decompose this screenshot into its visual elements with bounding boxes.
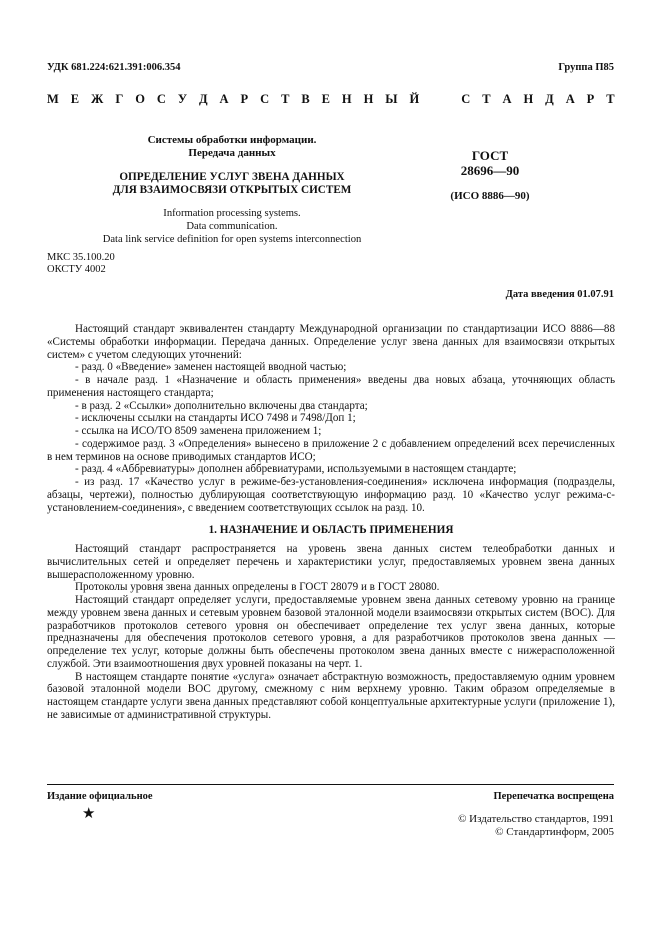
banner-letter: Д: [199, 92, 208, 106]
copyright-line-1: © Издательство стандартов, 1991: [458, 813, 614, 825]
title-block: [47, 134, 417, 246]
english-title-line-2: Data communication.: [186, 221, 278, 232]
banner-letter: Й: [409, 92, 420, 106]
banner-gap: [446, 92, 449, 107]
english-title-line-3: Data link service definition for open systems interconnection: [102, 234, 362, 245]
banner-letter: Г: [115, 92, 124, 106]
section-paragraph: В настоящем стандарте понятие «услуга» означает абстрактную возможность, предоставляемую одним уровнем базовой эталонной модели ВОС другому, смежному с ним верхнему уровню. Таким образом определяемые в настоящем стандарте услуги звена данных представляют собой концептуальные архитектурные услуги (приложение 1), не зависимые от административной структуры.: [47, 670, 615, 721]
intro-date-label: Дата введения: [505, 289, 575, 300]
series-line-2: Передача данных: [188, 147, 276, 159]
banner-letter: С: [156, 92, 166, 106]
star-icon: ★: [82, 806, 96, 822]
group-code: Группа П85: [558, 62, 614, 73]
section-1-paragraphs: [47, 543, 615, 722]
interstate-standard-banner: [47, 92, 615, 107]
document-body: [47, 323, 615, 722]
copyright-line-2: © Стандартинформ, 2005: [495, 826, 614, 838]
banner-letter: Ж: [91, 92, 104, 106]
section-1-heading: 1. НАЗНАЧЕНИЕ И ОБЛАСТЬ ПРИМЕНЕНИЯ: [208, 524, 454, 537]
intro-paragraphs: [47, 323, 615, 514]
reprint-prohibited-label: Перепечатка воспрещена: [493, 791, 614, 802]
section-paragraph: Протоколы уровня звена данных определены в ГОСТ 28079 и в ГОСТ 28080.: [75, 581, 440, 594]
banner-letter: Р: [240, 92, 249, 106]
intro-paragraph: - разд. 4 «Аббревиатуры» дополнен аббревиатурами, используемыми в настоящем стандарте;: [75, 463, 517, 476]
banner-letter: Т: [482, 92, 491, 106]
udc-code: УДК 681.224:621.391:006.354: [47, 62, 181, 73]
banner-letter: А: [219, 92, 229, 106]
banner-letter: А: [502, 92, 512, 106]
intro-paragraph: - разд. 0 «Введение» заменен настоящей вводной частью;: [75, 361, 347, 374]
section-paragraph: Настоящий стандарт определяет услуги, предоставляемые уровнем звена данных сетевому уровню на границе между уровнем звена данных и сетевым уровнем базовой эталонной модели взаимосвязи открытых систем (ВОС). Для разработчиков протоколов сетевого уровня он обеспечивает определение тех услуг звена данных, которые предназначены для обеспечения протоколов сетевого уровня, а для разработчиков протоколов звена данных — определение тех услуг, которые должны быть обеспечены протоколом звена данных вместе с нижерасположенной службой. Эти взаимоотношения двух уровней показаны на черт. 1.: [47, 594, 615, 670]
banner-letter: С: [260, 92, 270, 106]
intro-paragraph: - в разд. 2 «Ссылки» дополнительно включены два стандарта;: [75, 399, 368, 412]
banner-letter: Е: [70, 92, 80, 106]
introduction-date: [506, 289, 614, 300]
designation-block: [430, 148, 550, 202]
gost-number: 28696—90: [460, 163, 520, 178]
okstu-code: ОКСТУ 4002: [47, 264, 106, 275]
english-title-line-1: Information processing systems.: [163, 208, 301, 219]
banner-letter: Т: [606, 92, 615, 106]
series-line-1: Системы обработки информации.: [147, 134, 317, 146]
banner-letter: Н: [363, 92, 374, 106]
banner-gap: [431, 92, 434, 107]
classification-codes: [47, 252, 115, 276]
main-title-line-1: ОПРЕДЕЛЕНИЕ УСЛУГ ЗВЕНА ДАННЫХ: [119, 171, 345, 183]
section-paragraph: Настоящий стандарт распространяется на уровень звена данных систем телеобработки данных и вычислительных сетей и определяет перечень и характеристики услуг, предоставляемых уровнем звена данных вышерасположенному уровню.: [47, 543, 615, 581]
banner-letter: Н: [523, 92, 534, 106]
intro-paragraph: - исключены ссылки на стандарты ИСО 7498 и 7498/Доп 1;: [75, 412, 356, 425]
banner-letter: Д: [545, 92, 554, 106]
mks-code: МКС 35.100.20: [47, 252, 115, 263]
intro-paragraph: - содержимое разд. 3 «Определения» вынесено в приложение 2 с добавлением определений всех перечисленных в нем терминов на основе приводимых стандартов ИСО;: [47, 437, 615, 463]
intro-paragraph: Настоящий стандарт эквивалентен стандарту Международной организации по стандартизации ИСО 8886—88 «Системы обработки информации. Передача данных. Определение услуг звена данных для взаимосвязи открытых систем» с учетом следующих уточнений:: [47, 323, 615, 361]
banner-letter: Р: [586, 92, 595, 106]
banner-letter: А: [565, 92, 575, 106]
intro-paragraph: - ссылка на ИСО/ТО 8509 заменена приложением 1;: [75, 425, 322, 437]
iso-reference: (ИСО 8886—90): [450, 190, 530, 202]
intro-paragraph: - в начале разд. 1 «Назначение и область применения» введены два новых абзаца, уточняющих область применения настоящего стандарта;: [47, 374, 615, 399]
banner-letter: О: [135, 92, 145, 106]
banner-letter: М: [47, 92, 59, 106]
official-edition-label: Издание официальное: [47, 791, 153, 802]
banner-letter: Н: [341, 92, 352, 106]
banner-letter: Ы: [385, 92, 398, 106]
gost-label: ГОСТ: [471, 148, 509, 163]
main-title-line-2: ДЛЯ ВЗАИМОСВЯЗИ ОТКРЫТЫХ СИСТЕМ: [112, 184, 352, 196]
banner-letter: У: [177, 92, 188, 106]
banner-letter: Е: [321, 92, 330, 106]
intro-paragraph: - из разд. 17 «Качество услуг в режиме-без-установления-соединения» исключена информация (подразделы, абзацы, чертежи), полностью дублирующая соответствующую информацию разд. 10 «Качество услуг режима-с-установлением-соединения», с введением соответствующих ссылок на разд. 10.: [47, 476, 615, 514]
footer-divider: [47, 784, 614, 785]
banner-letter: Т: [281, 92, 290, 106]
banner-letter: С: [461, 92, 471, 106]
banner-letter: В: [301, 92, 310, 106]
intro-date-value: 01.07.91: [577, 289, 614, 300]
